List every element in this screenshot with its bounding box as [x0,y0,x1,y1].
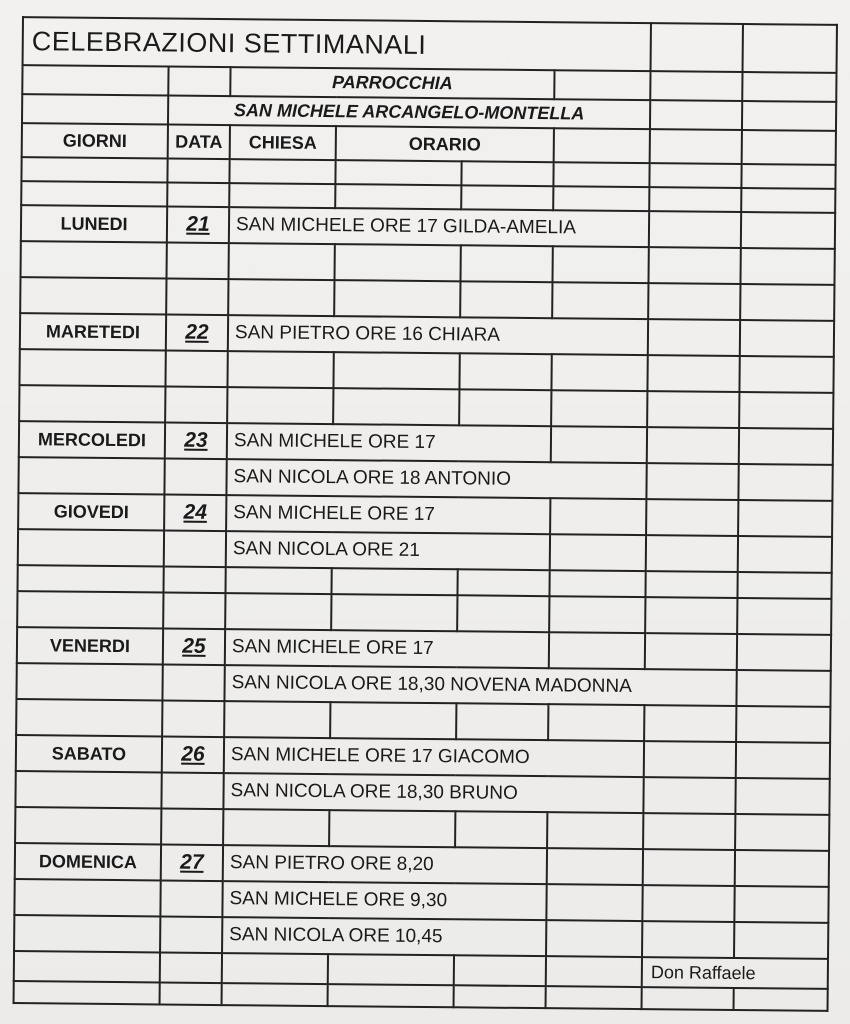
celebration-entry: SAN NICOLA ORE 18,30 BRUNO [223,773,643,813]
celebration-entry: SAN NICOLA ORE 21 [226,531,550,570]
schedule-table [13,16,838,1012]
celebration-entry: SAN PIETRO ORE 8,20 [223,845,547,884]
day-name: MARETEDI [20,313,166,350]
day-name: SABATO [16,735,162,772]
day-name: GIOVEDI [18,493,164,530]
day-name: LUNEDI [21,205,167,242]
celebration-entry: SAN MICHELE ORE 17 [227,423,551,462]
celebration-entry: SAN NICOLA ORE 18,30 NOVENA MADONNA [224,665,736,706]
day-date: 26 [162,736,224,773]
celebration-entry: SAN MICHELE ORE 9,30 [222,881,546,920]
parish-name: SAN MICHELE ARCANGELO-MONTELLA [168,96,650,130]
page-title: CELEBRAZIONI SETTIMANALI [23,17,651,71]
day-date: 21 [167,206,229,243]
header-chiesa: CHIESA [230,125,336,160]
celebration-entry: SAN NICOLA ORE 18 ANTONIO [226,459,646,499]
schedule-document [13,16,836,1010]
day-date: 24 [164,494,226,531]
day-name: DOMENICA [15,843,161,880]
celebration-entry: SAN MICHELE ORE 17 [226,495,550,534]
celebration-entry: SAN PIETRO ORE 16 CHIARA [228,315,648,355]
day-date: 22 [166,314,228,351]
celebration-entry: SAN MICHELE ORE 17 GILDA-AMELIA [229,207,649,247]
signature: Don Raffaele [642,957,828,989]
celebration-entry: SAN MICHELE ORE 17 [225,629,549,668]
header-data: DATA [168,124,230,159]
day-date: 23 [165,422,227,459]
parish-label: PARROCCHIA [230,67,554,99]
header-orario: ORARIO [336,126,554,162]
day-name: VENERDI [17,627,163,664]
celebration-entry: SAN NICOLA ORE 10,45 [222,917,546,956]
day-name: MERCOLEDI [19,421,165,458]
day-date: 27 [161,844,223,881]
header-giorni: GIORNI [22,123,168,158]
celebration-entry: SAN MICHELE ORE 17 GIACOMO [224,737,644,777]
day-date: 25 [163,628,225,665]
